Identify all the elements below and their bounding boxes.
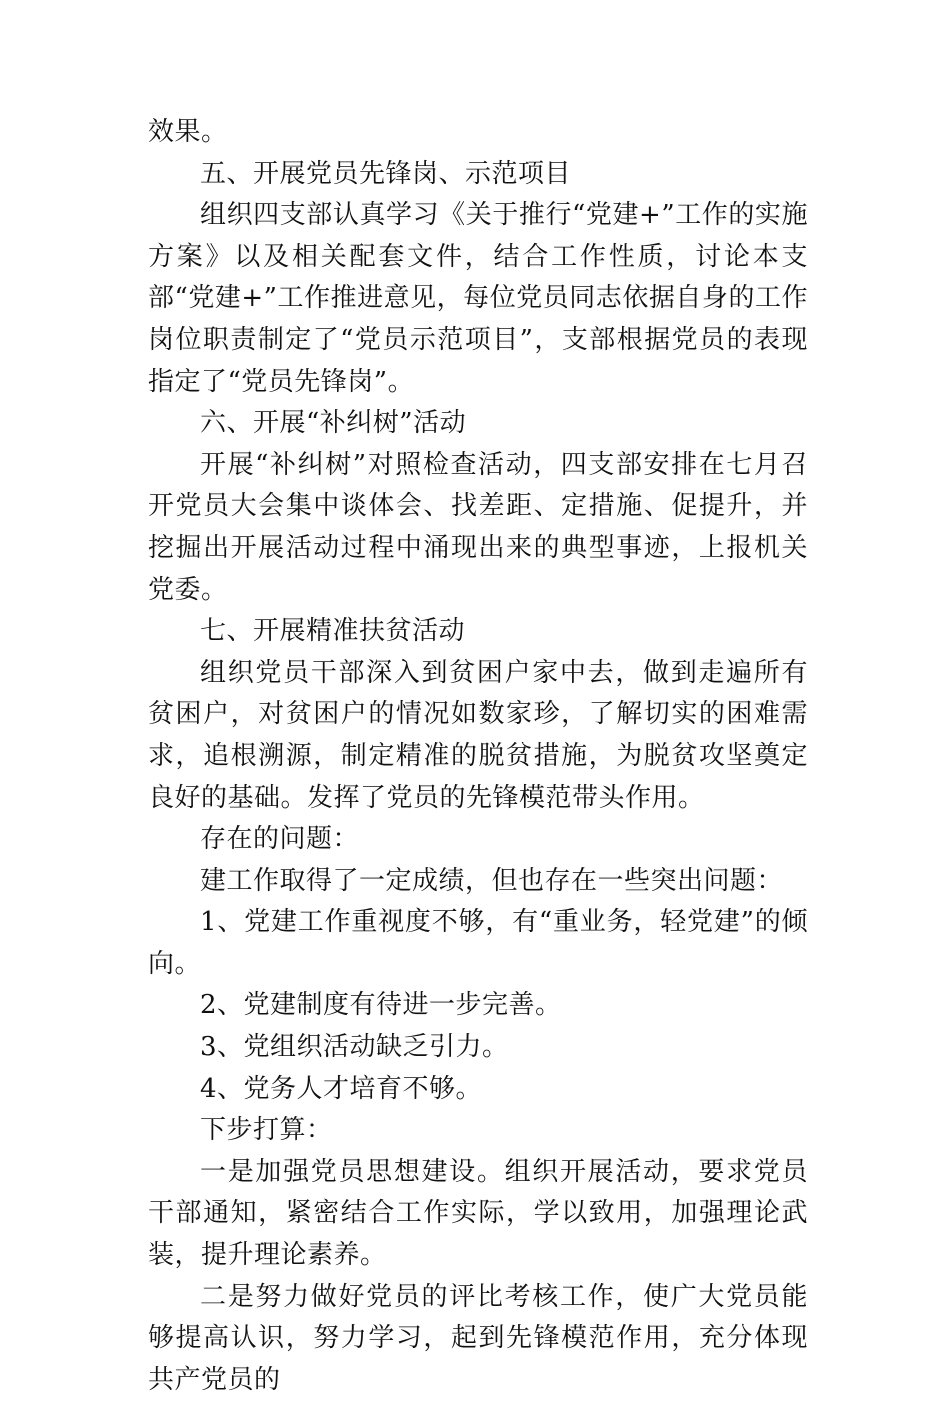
paragraph: 组织四支部认真学习《关于推行“党建+”工作的实施方案》以及相关配套文件，结合工作性质，讨论本支部“党建+”工作推进意见，每位党员同志依据自身的工作岗位职责制定了“党员示范项目”，支部根据党员的表现指定了“党员先锋岗”。 [148, 200, 808, 397]
paragraph: 效果。 [148, 117, 228, 147]
list-item: 2、党建制度有待进一步完善。 [200, 990, 562, 1021]
paragraph: 二是努力做好党员的评比考核工作，使广大党员能够提高认识，努力学习，起到先锋模范作用，充分体现共产党员的 [148, 1281, 808, 1395]
section-heading: 六、开展“补纠树”活动 [200, 408, 467, 439]
paragraph: 一是加强党员思想建设。组织开展活动，要求党员干部通知，紧密结合工作实际，学以致用，加强理论武装，提升理论素养。 [148, 1156, 808, 1271]
section-heading: 存在的问题： [200, 824, 360, 855]
section-heading: 七、开展精准扶贫活动 [200, 616, 466, 647]
list-item: 3、党组织活动缺乏引力。 [200, 1032, 509, 1063]
paragraph: 组织党员干部深入到贫困户家中去，做到走遍所有贫困户，对贫困户的情况如数家珍，了解切实的困难需求，追根溯源，制定精准的脱贫措施，为脱贫攻坚奠定良好的基础。发挥了党员的先锋模范带头作用。 [148, 657, 808, 813]
list-item: 1、党建工作重视度不够，有“重业务，轻党建”的倾向。 [148, 907, 808, 979]
section-heading: 五、开展党员先锋岗、示范项目 [200, 158, 572, 189]
paragraph: 开展“补纠树”对照检查活动，四支部安排在七月召开党员大会集中谈体会、找差距、定措施、促提升，并挖掘出开展活动过程中涌现出来的典型事迹，上报机关党委。 [148, 449, 808, 605]
document-body [148, 112, 808, 1401]
list-item: 4、党务人才培育不够。 [200, 1073, 483, 1104]
paragraph: 建工作取得了一定成绩，但也存在一些突出问题： [200, 865, 784, 896]
section-heading: 下步打算： [200, 1115, 333, 1146]
